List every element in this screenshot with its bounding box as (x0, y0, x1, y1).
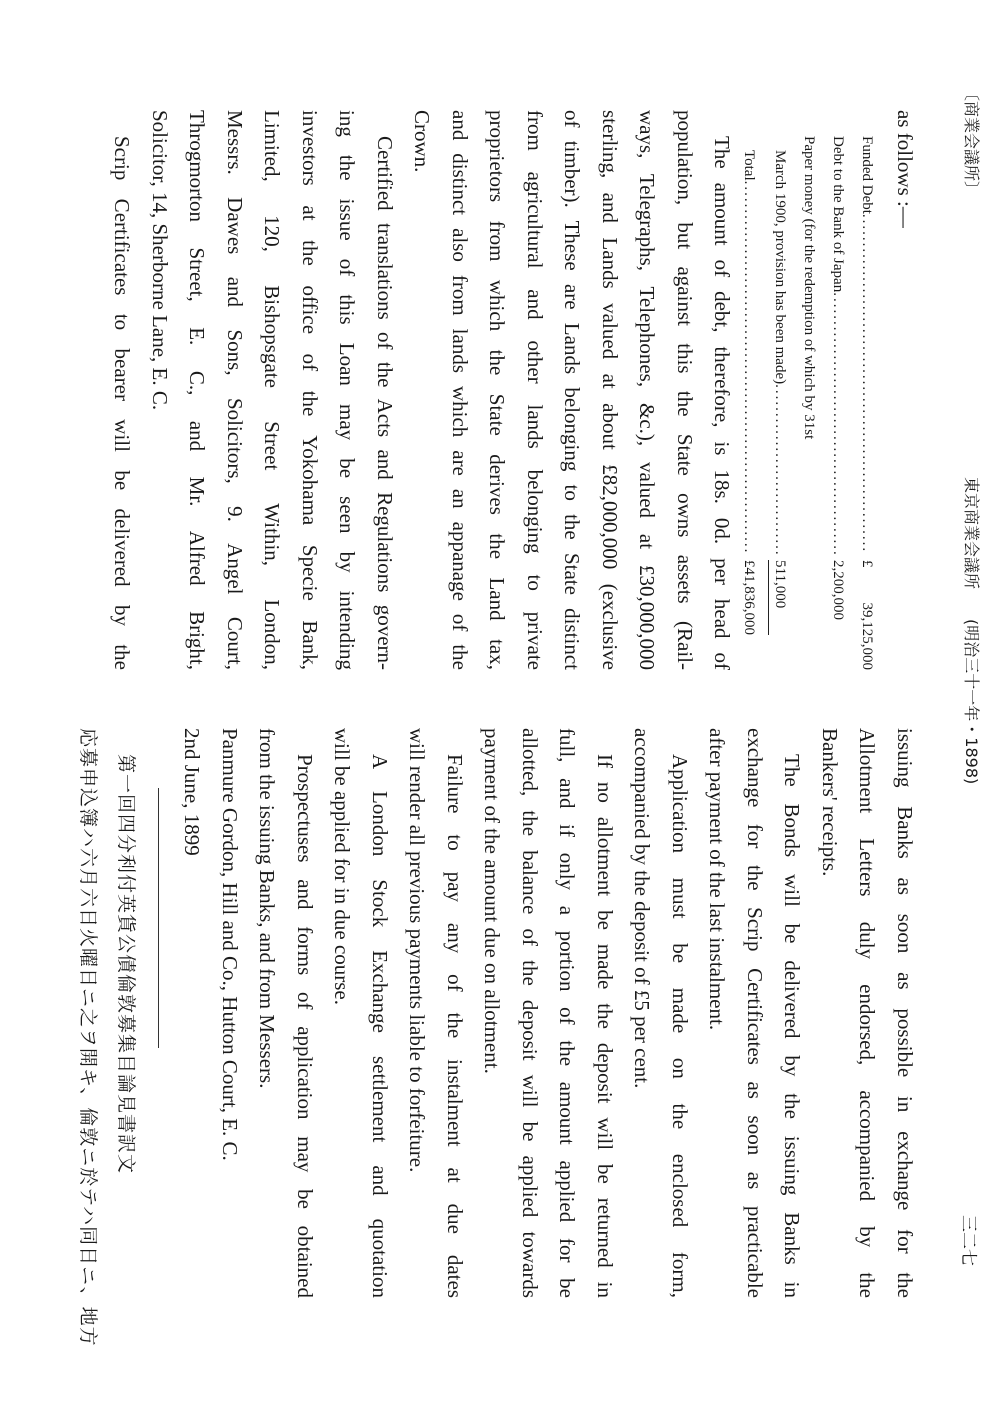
text-line: Panmure Gordon, Hill and Co., Hutton Court, E. C. (218, 728, 242, 1161)
text-line: If no allotment be made the deposit will be returned in (593, 754, 617, 1298)
ledger-label: Funded Debt (859, 136, 876, 214)
text-line: Crown. (410, 110, 435, 173)
text-line: Allotment Letters duly endorsed, accompanied by the (855, 728, 880, 1298)
text-line: after payment of the last instalment. (705, 728, 730, 1031)
text-line: A London Stock Exchange settlement and quotation (368, 754, 392, 1298)
ledger-value: 2,200,000 (830, 560, 847, 620)
text-line: will be applied for in due course. (330, 728, 355, 1005)
text-line: The amount of debt, therefore, is 18s. 0d. per head of (710, 136, 735, 670)
debt-ledger (741, 110, 886, 670)
ledger-label: March 1900, provision has been made) (772, 150, 789, 385)
text-line: Certified translations of the Acts and Regulations govern- (373, 136, 397, 670)
text-line: Scrip Certificates to bearer will be delivered by the (110, 136, 135, 670)
intro-line: as follows :— (893, 110, 917, 228)
text-line: Prospectuses and forms of application may be obtained (293, 754, 317, 1298)
japanese-title: 第一回四分利付英貨公債倫敦募集目論見書訳文 (115, 754, 137, 1175)
text-line: will render all previous payments liable to forfeiture. (405, 728, 430, 1173)
text-line: exchange for the Scrip Certificates as soon as practicable (743, 728, 767, 1298)
ledger-label: Debt to the Bank of Japan (830, 136, 847, 293)
text-line: sterling, and Lands valued at about £82,000,000 (exclusive (598, 110, 622, 670)
page-footer (958, 55, 988, 1375)
text-line: population, but against this the State owns assets (Rail- (673, 110, 697, 670)
source-label: 〔商業会議所〕 (962, 85, 982, 198)
text-line: ways, Telegraphs, Telephones, &c.), valued at £30,000,000 (635, 110, 660, 670)
page-number: 三二七 (958, 1215, 978, 1266)
text-line: Bankers' receipts. (818, 728, 842, 877)
right-column (69, 728, 923, 1347)
text-line: Failure to pay any of the instalment at due dates (443, 754, 467, 1298)
text-line: Application must be made on the enclosed form, (668, 754, 692, 1298)
year-label: (明治三十一年・1898) (962, 619, 982, 785)
text-line: issuing Banks as soon as possible in exchange for the (893, 728, 917, 1298)
separator-rule (158, 788, 159, 1048)
text-line: from the issuing Banks, and from Messers. (255, 728, 280, 1089)
left-column (103, 110, 923, 670)
text-line: from agricultural and other lands belonging to private (523, 110, 547, 670)
text-line: Solicitor, 14, Sherborne Lane, E. C. (148, 110, 172, 411)
text-line: allotted, the balance of the deposit will be applied towards (518, 728, 542, 1298)
text-line: investors at the office of the Yokohama Specie Bank, (298, 110, 322, 670)
text-line: ing the issue of this Loan may be seen by intending (335, 110, 360, 670)
ledger-total-value: £41,836,000 (730, 560, 770, 635)
japanese-body-line: 応募申込簿ハ六月六日火曜日ニ之ヲ開キ、倫敦ニ於テハ同日ニ、地方 (77, 728, 100, 1347)
text-line: and distinct also from lands which are an appanage of the (448, 110, 472, 670)
text-line: payment of the amount due on allotment. (480, 728, 505, 1074)
text-line: accompanied by the deposit of £5 per cent. (630, 728, 655, 1089)
organization-label: 東京商業会議所 (962, 477, 982, 590)
ledger-row (828, 110, 857, 670)
text-line: The Bonds will be delivered by the issuing Banks in (780, 754, 805, 1298)
text-line: of timber). These are Lands belonging to the State distinct (560, 110, 585, 670)
ledger-row (770, 110, 799, 670)
text-line: Messrs. Dawes and Sons, Solicitors, 9. Angel Court, (223, 110, 247, 670)
ledger-value: 511,000 (772, 560, 789, 609)
ledger-row (857, 110, 886, 670)
ledger-label: Paper money (for the redemption of which by 31st (801, 136, 818, 440)
text-line: Throgmorton Street, E. C., and Mr. Alfred Bright, (185, 110, 210, 670)
text-line: proprietors from which the State derives the Land tax, (485, 110, 510, 670)
text-line: Limited, 120, Bishopsgate Street Within, London, (260, 110, 285, 670)
text-line: full, and if only a portion of the amount applied for be (555, 728, 580, 1298)
ledger-row-total (741, 110, 770, 670)
ledger-label: Total (741, 150, 758, 181)
date-line: 2nd June, 1899 (180, 728, 205, 856)
ledger-value: £ 39,125,000 (859, 560, 876, 670)
